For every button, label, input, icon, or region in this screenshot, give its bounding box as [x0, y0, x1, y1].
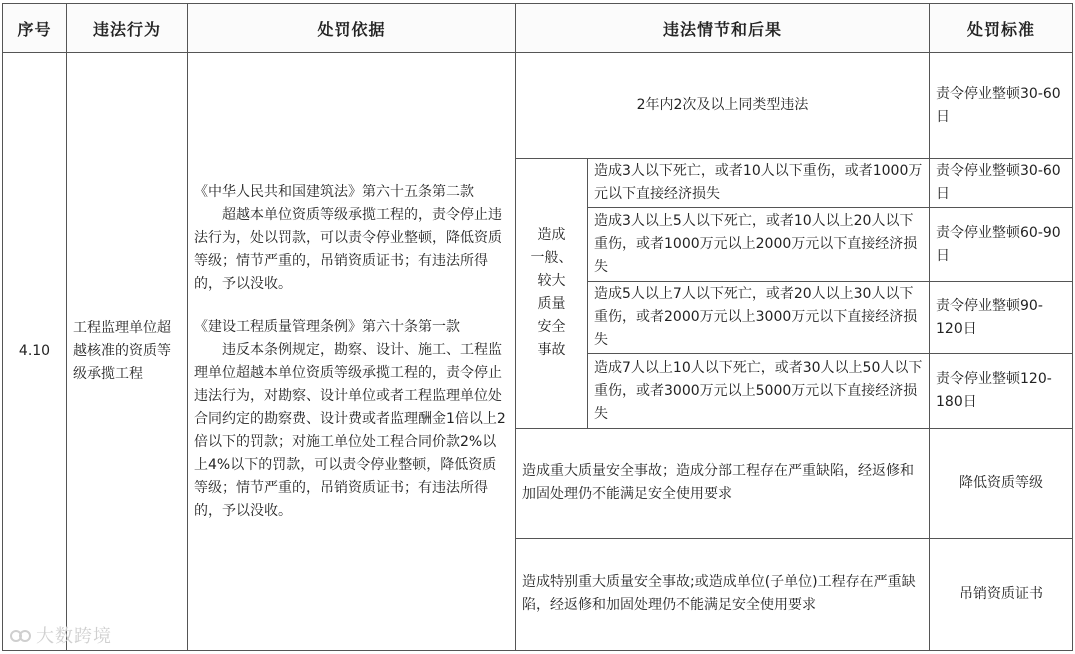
watermark-logo-icon: [10, 627, 32, 645]
penalty-cell: 责令停业整顿30-60日: [930, 53, 1073, 159]
circumstance-cell: 造成3人以上5人以下死亡，或者10人以上20人以下重伤，或者1000万元以上2000万元以下直接经济损失: [588, 208, 930, 282]
penalty-cell: 降低资质等级: [930, 428, 1073, 538]
penalty-cell: 责令停业整顿90-120日: [930, 282, 1073, 354]
penalty-cell: 责令停业整顿30-60日: [930, 159, 1073, 208]
basis-law-title: 《中华人民共和国建筑法》第六十五条第二款: [194, 183, 474, 200]
penalty-cell: 责令停业整顿120-180日: [930, 354, 1073, 428]
circumstance-cell: 造成7人以上10人以下死亡，或者30人以上50人以下重伤，或者3000万元以上5000万元以下直接经济损失: [588, 354, 930, 428]
basis-regulation-clause: 违反本条例规定，勘察、设计、施工、工程监理单位超越本单位资质等级承揽工程的，责令停止违法行为，对勘察、设计单位或者工程监理单位处合同约定的勘察费、设计费或者监理酬金1倍以上2倍以下的罚款；对施工单位处工程合同价款2%以上4%以下的罚款，可以责令停业整顿，降低资质等级；情节严重的，吊销资质证书；有违法所得的，予以没收。: [194, 341, 506, 519]
circumstance-cell: 造成5人以上7人以下死亡，或者20人以上30人以下重伤，或者2000万元以上3000万元以下直接经济损失: [588, 282, 930, 354]
basis-spacer: [194, 296, 509, 316]
circumstance-cell: 2年内2次及以上同类型违法: [516, 53, 930, 159]
table-row: [3, 53, 1073, 159]
penalty-cell: 吊销资质证书: [930, 538, 1073, 650]
header-circumstance: 违法情节和后果: [516, 4, 930, 53]
circumstance-cell: 造成3人以下死亡，或者10人以下重伤，或者1000万元以下直接经济损失: [588, 159, 930, 208]
header-row: [3, 4, 1073, 53]
violation-behavior: 工程监理单位超越核准的资质等级承揽工程: [67, 53, 188, 651]
header-behavior: 违法行为: [67, 4, 188, 53]
circumstance-cell: 造成特别重大质量安全事故;或造成单位(子单位)工程存在严重缺陷，经返修和加固处理仍不能满足安全使用要求: [516, 538, 930, 650]
item-number: 4.10: [3, 53, 67, 651]
watermark-text: 大数跨境: [36, 626, 112, 647]
penalty-cell: 责令停业整顿60-90日: [930, 208, 1073, 282]
accident-group-label: 造成 一般、 较大 质量 安全 事故: [516, 159, 588, 428]
penalty-standard-table: [2, 3, 1073, 651]
watermark: [10, 622, 112, 648]
basis-regulation-title: 《建设工程质量管理条例》第六十条第一款: [194, 318, 460, 335]
basis-law-clause: 超越本单位资质等级承揽工程的，责令停止违法行为，处以罚款，可以责令停业整顿，降低资质等级；情节严重的，吊销资质证书；有违法所得的，予以没收。: [194, 206, 502, 292]
circumstance-cell: 造成重大质量安全事故；造成分部工程存在严重缺陷，经返修和加固处理仍不能满足安全使用要求: [516, 428, 930, 538]
header-penalty: 处罚标准: [930, 4, 1073, 53]
header-basis: 处罚依据: [188, 4, 516, 53]
header-number: 序号: [3, 4, 67, 53]
penalty-basis: [188, 53, 516, 651]
